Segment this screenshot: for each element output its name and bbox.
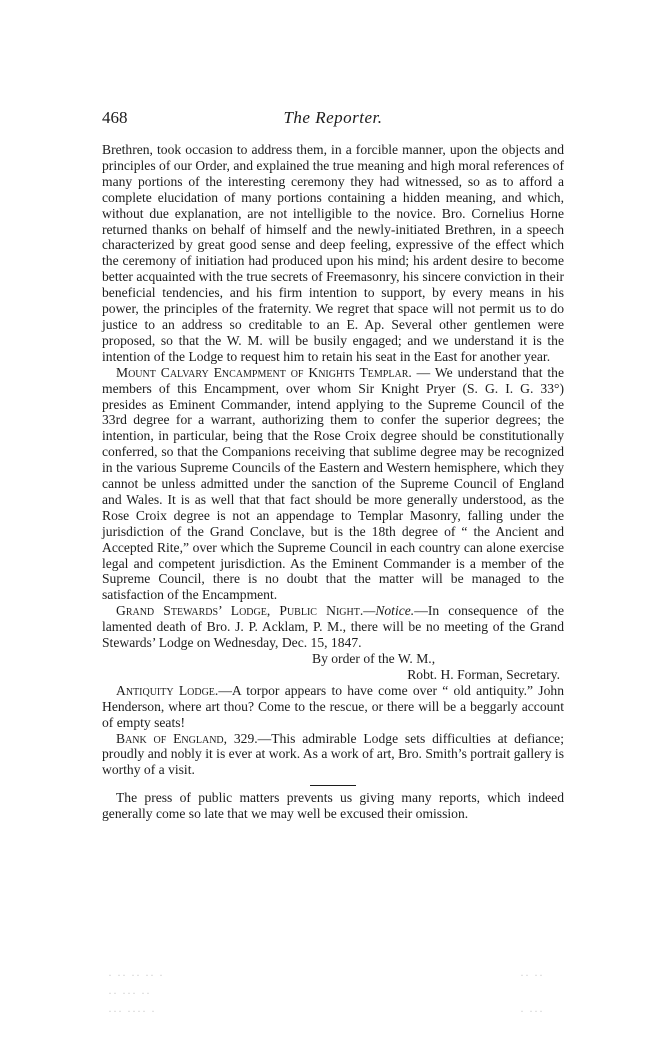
paragraph-grand-stewards-text: —In consequence of the lamented death of Bro. J. P. Acklam, P. M., there will be no meeting of the Grand Stewards’ Lodge on Wednesday, Dec. 15, 1847.: [102, 603, 564, 651]
paragraph-grand-stewards: [102, 603, 564, 651]
paragraph-antiquity: [102, 683, 564, 731]
paragraph-press-note: The press of public matters prevents us giving many reports, which indeed generally come so late that we may well be excused their omission.: [102, 790, 564, 822]
paragraph-antiquity-text: —A torpor appears to have come over “ old antiquity.” John Henderson, where art thou? Come to the rescue, or there will be a beggarly account of empty seats!: [102, 682, 564, 730]
bleed-through-mark: ·· ··: [520, 968, 544, 982]
page-number: 468: [102, 108, 128, 127]
order-line: By order of the W. M.,: [312, 651, 436, 666]
secretary-signature: Robt. H. Forman, Secretary.: [407, 666, 560, 682]
page-header: [102, 108, 564, 132]
bleed-through-mark: · ···: [520, 1004, 544, 1018]
paragraph-mount-calvary-text: — We understand that the members of this Encampment, over whom Sir Knight Pryer (S. G. I. G. 33°) presides as Eminent Commander, intend applying to the Supreme Council of the 33rd degree for a warrant, authorizing them to confer the superior degrees; the intention, in particular, being that the Rose Croix degree should be constitutionally conferred, so that the Companions receiving that sublime degree may be recognized in the various Supreme Councils of the Eastern and Western hemisphere, which they cannot be unless admitted under the sanction of the Supreme Council of England and Wales. It is as well that that fact should be more generally understood, as the Rose Croix degree is not an appendage to Templar Masonry, falling under the jurisdiction of the Grand Conclave, but is the 18th degree of “ the Ancient and Accepted Rite,” over which the Supreme Council in each country can alone exercise legal and competent jurisdiction. As the Eminent Commander is a member of the Supreme Council, there is no doubt that the matter will be managed to the satisfaction of the Encampment.: [102, 364, 564, 603]
bleed-through-mark: · ·· ·· ·· ·: [108, 968, 164, 982]
paragraph-bank-of-england-text: —This admirable Lodge sets difficulties at defiance; proudly and nobly it is ever at work. As a work of art, Bro. Smith’s portrait gallery is worthy of a visit.: [102, 730, 564, 778]
running-title: The Reporter.: [283, 108, 383, 127]
section-heading-bank-of-england: Bank of England, 329.: [116, 730, 258, 746]
bleed-through-mark: ··· ···· ·: [108, 1004, 156, 1018]
section-divider: [310, 785, 356, 786]
paragraph-lodge-report: Brethren, took occasion to address them, in a forcible manner, upon the objects and principles of our Order, and explained the true meaning and high moral references of many portions of the interesting ceremony they had witnessed, so as to afford a complete elucidation of many portions containing a hidden meaning, and which, without due explanation, are not intelligible to the novice. Bro. Cornelius Horne returned thanks on behalf of himself and the newly-initiated Brethren, in a speech characterized by great good sense and deep feeling, expressive of the effect which the ceremony of initiation had produced upon his mind; his ardent desire to become better acquainted with the true secrets of Freemasonry, his sincere conviction in their beneficial tendencies, and his firm intention to support, by every means in his power, the principles of the fraternity. We regret that space will not permit us to do justice to an address so creditable to an E. Ap. Several other gentlemen were proposed, so that the W. M. will be busily engaged; and we understand it is the intention of the Lodge to request him to retain his seat in the East for another year.: [102, 142, 564, 364]
notice-label: —Notice.: [363, 603, 415, 619]
section-heading-grand-stewards: Grand Stewards’ Lodge, Public Night.: [116, 603, 364, 619]
paragraph-mount-calvary: [102, 365, 564, 604]
body-text: [102, 142, 564, 822]
section-heading-mount-calvary: Mount Calvary Encampment of Knights Templar.: [116, 364, 412, 380]
section-heading-antiquity: Antiquity Lodge.: [116, 682, 219, 698]
bleed-through-mark: ·· ··· ··: [108, 986, 151, 1000]
paragraph-bank-of-england: [102, 731, 564, 779]
